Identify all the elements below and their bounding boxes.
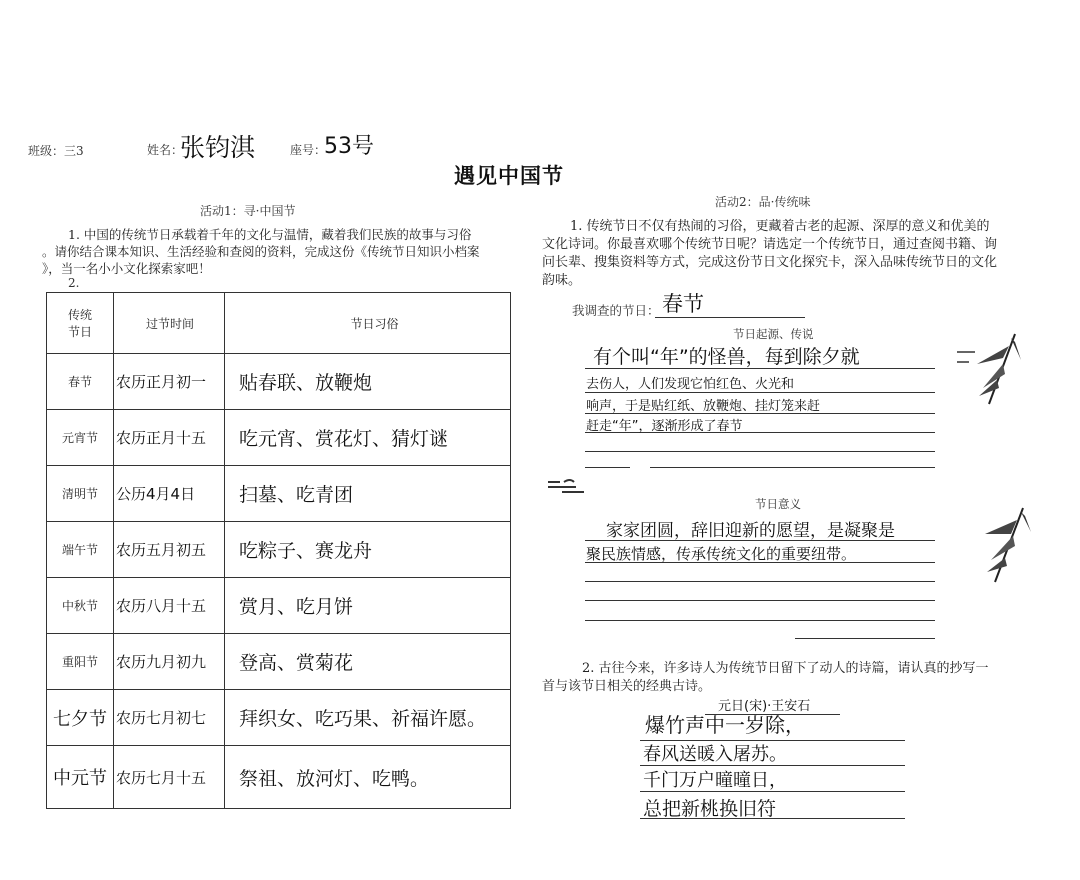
activity1-intro: 1. 中国的传统节日承载着千年的文化与温情，藏着我们民族的故事与习俗 。请你结合课本知识、生活经验和查阅的资料，完成这份《传统节日知识小档案 》，当一名小小文化探索家吧！ (42, 227, 480, 276)
table-row (47, 522, 511, 578)
class-label: 班级：三3 (28, 144, 84, 158)
activity2-intro: 1. 传统节日不仅有热闹的习俗，更藏着古老的起源、深厚的意义和优美的 文化诗词。你最喜欢哪个传统节日呢？请选定一个传统节日，通过查阅书籍、询 问长辈、搜集资料等方式，完成这份节日文化探究卡，深入品味传统节日的文化 韵味。 (542, 219, 998, 288)
festival-cell: 春节 (47, 354, 114, 410)
table-row (47, 634, 511, 690)
poem-title: 元日(宋)·王安石 (718, 699, 811, 714)
name-label: 姓名： (147, 143, 184, 157)
writing-line (585, 581, 935, 582)
date-cell: 公历4月4日 (114, 466, 225, 522)
cloud-ornament-icon (546, 476, 586, 496)
festival-cell: 元宵节 (47, 410, 114, 466)
date-cell: 农历九月初九 (114, 634, 225, 690)
investigated-festival: 春节 (662, 292, 704, 316)
activity1-heading: 活动1：寻·中国节 (200, 204, 296, 218)
student-name: 张钧淇 (180, 133, 256, 162)
festival-cell: 清明节 (47, 466, 114, 522)
customs-cell: 贴春联、放鞭炮 (225, 354, 511, 410)
poem-line: 千门万户曈曈日， (643, 770, 787, 791)
customs-cell: 登高、赏菊花 (225, 634, 511, 690)
investigated-label: 我调查的节日： (572, 303, 660, 318)
origin-text-line: 赶走“年”，逐渐形成了春节 (586, 419, 743, 434)
festival-cell: 中元节 (47, 746, 114, 809)
meaning-heading: 节日意义 (755, 497, 801, 511)
header-festival: 传统 节日 (47, 293, 114, 354)
poem-line: 总把新桃换旧符 (643, 798, 777, 820)
table-row (47, 690, 511, 746)
poem-line: 爆竹声中一岁除， (645, 713, 805, 737)
customs-cell: 祭祖、放河灯、吃鸭。 (225, 746, 511, 809)
festival-table (46, 292, 511, 809)
activity1-item2: 2. (68, 276, 80, 290)
date-cell: 农历五月初五 (114, 522, 225, 578)
table-header-row (47, 293, 511, 354)
activity2-heading: 活动2：品·传统味 (715, 195, 811, 209)
writing-line (585, 451, 935, 452)
festival-cell: 端午节 (47, 522, 114, 578)
header-customs: 节日习俗 (225, 293, 511, 354)
page-title: 遇见中国节 (454, 163, 564, 188)
origin-text-line: 去伤人，人们发现它怕红色、火光和 (586, 377, 795, 392)
writing-line (585, 600, 935, 601)
table-row (47, 354, 511, 410)
writing-line (795, 638, 935, 639)
activity2-item2: 2. 古往今来，许多诗人为传统节日留下了动人的诗篇，请认真的抄写一 首与该节日相关的经典古诗。 (542, 661, 989, 694)
table-row (47, 746, 511, 809)
date-cell: 农历七月初七 (114, 690, 225, 746)
writing-line (650, 467, 935, 468)
festival-cell: 中秋节 (47, 578, 114, 634)
table-row (47, 410, 511, 466)
customs-cell: 吃粽子、赛龙舟 (225, 522, 511, 578)
meaning-text-line: 聚民族情感，传承传统文化的重要纽带。 (586, 545, 857, 563)
seat-number: 53号 (324, 134, 374, 159)
seat-label: 座号： (290, 143, 327, 157)
header-date: 过节时间 (114, 293, 225, 354)
customs-cell: 扫墓、吃青团 (225, 466, 511, 522)
date-cell: 农历正月初一 (114, 354, 225, 410)
poem-line: 春风送暖入屠苏。 (643, 744, 787, 765)
date-cell: 农历七月十五 (114, 746, 225, 809)
bamboo-ornament-icon (945, 330, 1025, 410)
customs-cell: 拜织女、吃巧果、祈福许愿。 (225, 690, 511, 746)
customs-cell: 赏月、吃月饼 (225, 578, 511, 634)
meaning-text-line: 家家团圆，辞旧迎新的愿望，是凝聚是 (606, 521, 895, 541)
writing-line (585, 392, 935, 393)
origin-heading: 节日起源、传说 (733, 327, 814, 341)
bamboo-ornament-icon (975, 506, 1035, 586)
table-row (47, 466, 511, 522)
table-row (47, 578, 511, 634)
festival-cell: 七夕节 (47, 690, 114, 746)
customs-cell: 吃元宵、赏花灯、猜灯谜 (225, 410, 511, 466)
origin-text-line: 响声，于是贴红纸、放鞭炮、挂灯笼来赶 (586, 399, 821, 414)
origin-text-line: 有个叫“年”的怪兽，每到除夕就 (593, 346, 860, 368)
date-cell: 农历八月十五 (114, 578, 225, 634)
date-cell: 农历正月十五 (114, 410, 225, 466)
writing-line (585, 467, 630, 468)
festival-cell: 重阳节 (47, 634, 114, 690)
writing-line (585, 620, 935, 621)
